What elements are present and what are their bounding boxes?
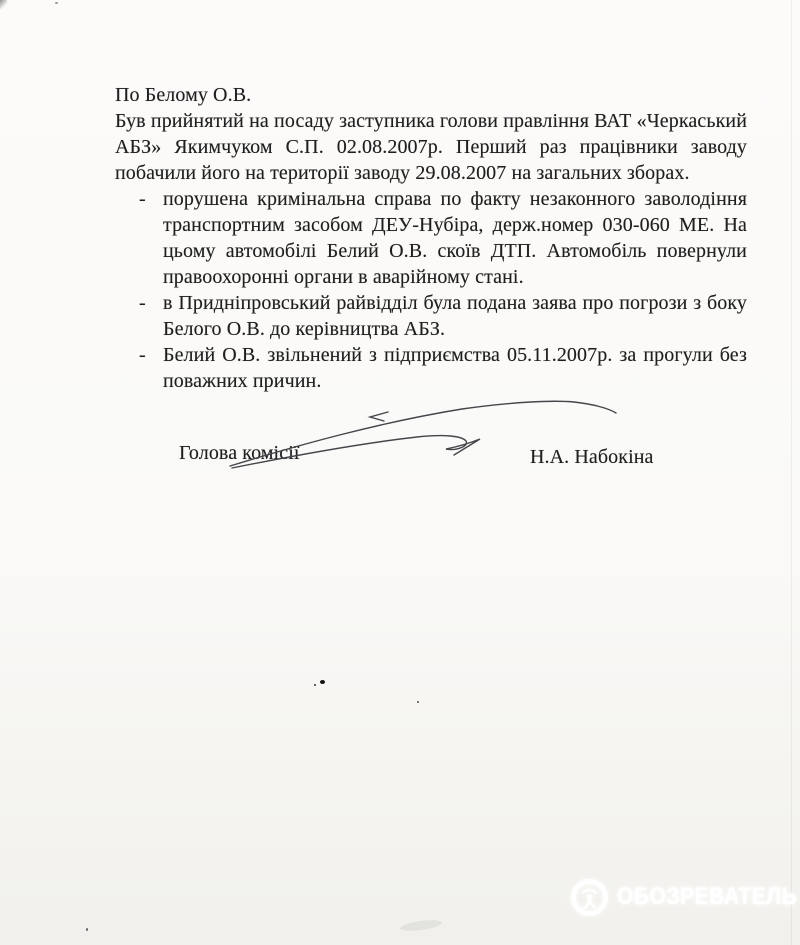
subject-line: По Белому О.В. — [115, 84, 252, 106]
list-dash: - — [139, 292, 146, 314]
scan-smudge — [400, 918, 443, 933]
scan-corner-artifact — [0, 0, 7, 9]
finding-text: в Придніпровський райвідділ була подана заява про погрози з боку Белого О.В. до керівництва АБЗ. — [163, 292, 747, 340]
handwritten-signature — [222, 392, 622, 472]
signer-role: Голова комісії — [179, 442, 300, 464]
scan-speck — [86, 928, 88, 931]
signer-name: Н.А. Набокіна — [530, 446, 654, 468]
watermark-text: ОБОЗРЕВАТЕЛЬ — [617, 883, 798, 910]
scan-speck — [55, 2, 58, 4]
finding-text: Белий О.В. звільнений з підприємства 05.11.2007р. за прогули без поважних причин. — [163, 344, 747, 392]
watermark — [570, 877, 800, 917]
scan-speck — [417, 701, 419, 703]
obozrevatel-eye-logo-icon — [570, 878, 609, 917]
finding-item — [115, 186, 747, 290]
finding-text: порушена кримінальна справа по факту незаконного заволодіння транспортним засобом ДЕУ-Нубіра, держ.номер 030-060 МЕ. На цьому автомобілі Белий О.В. скоїв ДТП. Автомобіль повернули правоохоронні органи в аварійному стані. — [163, 188, 747, 288]
scan-speck — [314, 684, 316, 686]
finding-item — [115, 342, 747, 394]
intro-paragraph: Був прийнятий на посаду заступника голови правління ВАТ «Черкаський АБЗ» Якимчуком С.П. 02.08.2007р. Перший раз працівники заводу побачили його на території заводу 29.08.2007 на загальних зборах. — [115, 110, 747, 184]
finding-item — [115, 290, 747, 342]
scan-speck — [320, 680, 325, 684]
list-dash: - — [139, 188, 146, 210]
scan-edge-artifact — [791, 0, 792, 945]
list-dash: - — [139, 344, 146, 366]
